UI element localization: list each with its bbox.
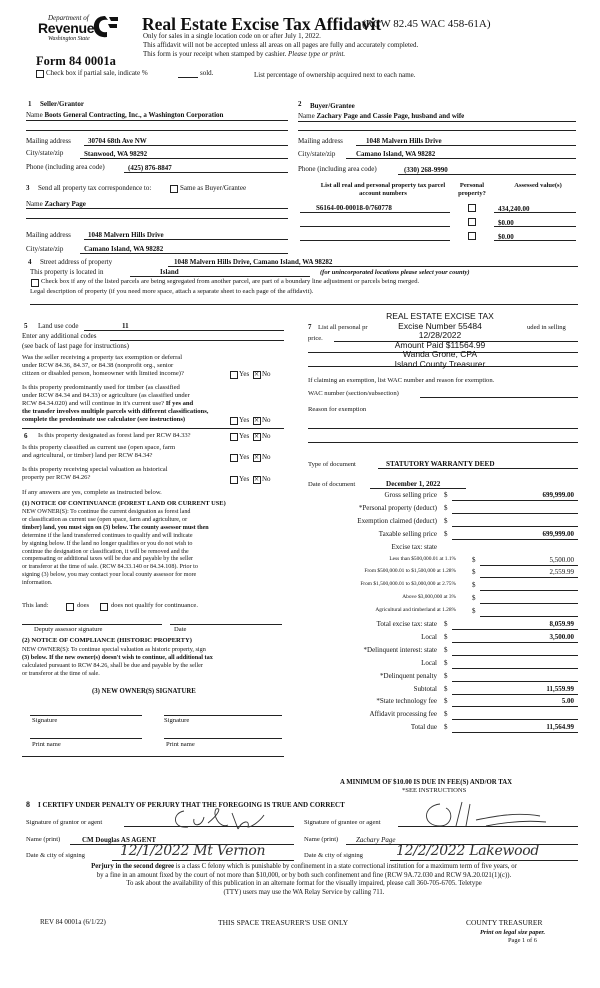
seller-mailing-label: Mailing address [26,137,71,145]
tax-row-currency: $ [472,607,476,616]
perjury-line-4: (TTY) users may use the WA Relay Service by calling 711. [223,888,385,896]
tax-row-line [452,513,578,514]
grantor-name-label: Name (print) [26,836,61,843]
tax-row-label: Less than $500,000.01 at 1.1% [389,555,456,562]
notice2-line: (3) below. If the new owner(s) doesn't wish to continue, all additional tax [22,654,213,661]
notice-continuance-body [22,509,209,588]
forest-q3-yes-checkbox[interactable] [230,476,238,484]
new-owner-signature-heading: (3) NEW OWNER(S) SIGNATURE [92,688,196,695]
seller-phone-label: Phone (including area code) [26,163,105,171]
deputy-date-label: Date [174,626,187,633]
correspondence-name-label: Name [26,200,43,208]
footer-right: COUNTY TREASURER [466,918,543,927]
doc-date-line [370,488,466,489]
forest-q2-yes-checkbox[interactable] [230,454,238,462]
tax-row-label: *State technology fee [376,697,437,706]
tax-row-line [452,706,578,707]
dept-line3: Washington State [48,36,90,42]
tax-row-currency: $ [472,568,476,577]
tax-row-currency: $ [472,581,476,590]
q2-yes-checkbox[interactable] [230,417,238,425]
exemption-label: If claiming an exemption, list WAC number and reason for exemption. [308,377,495,384]
notice-compliance-body [22,646,213,678]
tax-row-currency: $ [444,684,448,693]
stamp-line: REAL ESTATE EXCISE TAX [386,311,494,321]
footer-center: THIS SPACE TREASURER'S USE ONLY [218,918,349,927]
seller-city-label: City/state/zip [26,149,64,157]
q1-line: Was the seller receiving a property tax exemption or deferral [22,354,183,361]
q2-line: Is this property predominantly used for timber (as classified [22,384,180,391]
buyer-mailing-line [356,145,576,146]
tax-row-line [452,539,578,540]
parcel-row-line [300,226,450,227]
located-line [130,276,310,277]
parcel-header-personal: Personal property? [458,182,486,197]
correspondence-label: Send all property tax correspondence to: [38,184,152,192]
tax-row-currency: $ [472,555,476,564]
wac-line [420,397,578,398]
buyer-mailing-label: Mailing address [298,137,343,145]
header-line3 [143,50,345,58]
owner-sig-line [164,715,282,716]
section-4-number: 4 [28,258,32,266]
property-street[interactable]: 1048 Malvern Hills Drive, Camano Island, WA 98282 [174,258,333,266]
q1-line: citizen or disabled person, homeowner with limited income)? [22,370,184,377]
assessed-value[interactable]: $0.00 [498,219,514,227]
personal-property-checkbox[interactable] [468,218,476,226]
tax-row-label: Excise tax: state [391,542,437,551]
notice1-line: determine if the land transferred continues to qualify and will indicate [22,532,193,539]
additional-codes-line [110,340,284,341]
buyer-city-label: City/state/zip [298,150,336,158]
same-as-buyer-label: Same as Buyer/Grantee [180,184,247,192]
footer-page: Page 1 of 6 [508,937,537,944]
treasurer-stamp [362,312,518,369]
stamp-line: Wanda Grone, CPA [402,349,478,359]
unincorporated-note: (for unincorporated locations please select your county) [320,269,470,276]
land-use-line [84,330,284,331]
notice1-line: continue the designation or classification, it will be removed and the [22,548,189,555]
perjury-bold: Perjury in the second degree [91,863,175,870]
see-back-note: (see back of last page for instructions) [22,342,129,350]
stamp-line: Island County Treasurer [394,358,486,369]
tax-row-value[interactable]: 11,564.99 [546,723,574,732]
owner-print-line [30,738,142,739]
tax-row-label: Agricultural and timberland at 1.28% [375,607,456,614]
buyer-heading: Buyer/Grantee [310,102,355,110]
seller-phone[interactable]: (425) 876-8847 [128,164,172,172]
doc-type-line [378,468,578,469]
tax-row-line [452,732,578,733]
buyer-extra-line [298,130,576,131]
forest-q1-no-checkbox[interactable] [253,433,261,441]
tax-row-line [452,500,578,501]
forest-question-3 [22,466,168,482]
tax-row-value[interactable]: 11,559.99 [546,684,574,693]
q2-bold-line: complete the predominate use calculator (see instructions) [22,416,186,423]
owner-print-line [164,738,282,739]
tax-row-currency: $ [444,620,448,628]
tax-row-currency: $ [444,710,448,719]
notice1-line: timber) land, you must sign on (3) below. The county assessor must then [22,524,209,531]
tax-row-label: *Delinquent penalty [380,671,437,680]
q2-line [22,400,208,408]
seller-mailing-line [84,145,288,146]
doc-type[interactable]: STATUTORY WARRANTY DEED [386,460,495,468]
forest-q3-no-checkbox[interactable] [253,476,261,484]
section-7-number: 7 [308,323,312,331]
forest-q3-no-label: No [262,475,271,483]
notice1-line: information. [22,580,53,587]
street-line [168,266,578,267]
header-line3-italic: Please type or print. [288,50,346,58]
form-number: Form 84 0001a [36,54,116,68]
land-does-not-label: does not qualify for continuance. [111,602,198,609]
minimum-fee-note: A MINIMUM OF $10.00 IS DUE IN FEE(S) AND/OR TAX [340,779,513,786]
header-line1: Only for sales in a single location code on or after July 1, 2022. [143,32,321,40]
tax-row-currency: $ [444,658,448,667]
seller-phone-line [124,172,288,173]
header-line2: This affidavit will not be accepted unless all areas on all pages are fully and accurately completed. [143,41,419,49]
tax-row-label: Local [421,632,437,641]
grantee-date-handwritten[interactable]: 12/2/2022 Lakewood [396,843,540,859]
seller-heading: Seller/Grantor [40,100,84,108]
dept-line2: Revenue [38,20,95,36]
sold-label: sold. [200,69,214,77]
tax-row-label: From $1,500,000.01 to $3,000,000 at 2.75% [360,581,456,588]
grantor-date-line [112,860,294,861]
correspondence-name[interactable]: Zachary Page [44,200,86,208]
section-7-price-label: price. [308,335,323,342]
doc-date-label: Date of document [308,481,356,488]
assessed-value[interactable]: $0.00 [498,233,514,241]
owner-signature-label: Signature [32,717,58,724]
tax-row-label: From $500,000.01 to $1,500,000 at 1.28% [364,568,456,575]
legal-line [30,304,578,305]
stamp-line: Amount Paid $11564.99 [394,339,486,350]
forest-q1-yes-label: Yes [239,432,250,440]
seller-name[interactable]: Boots General Contracting, Inc., a Washington Corporation [44,111,224,119]
tax-row-currency: $ [444,671,448,680]
tax-row-label: Total excise tax: state [376,620,437,628]
tax-row-value[interactable]: 5,500.00 [549,555,574,564]
parcel-row-line [300,212,450,213]
q2-yes-label: Yes [239,416,250,424]
this-land-label: This land: [22,602,49,609]
section-5-divider [22,428,284,429]
legal-description-label: Legal description of property (if you need more space, attach a separate sheet to each page of the affidavit). [30,288,314,295]
revenue-logo-icon [91,13,121,39]
tax-row-value[interactable]: 699,999.00 [542,529,574,538]
assessed-row-line [494,212,576,213]
notice-continuance-title: (1) NOTICE OF CONTINUANCE (FOREST LAND OR CURRENT USE) [22,500,226,507]
reason-label: Reason for exemption [308,406,367,413]
seller-extra-line [26,130,288,131]
segregated-checkbox[interactable] [31,279,39,287]
correspondence-mailing[interactable]: 1048 Malvern Hills Drive [88,231,164,239]
perjury-line-3: To ask about the availability of this publication in an alternate format for the visually impaired, please call 360-705-6705. Teletype [126,880,482,888]
notice2-line: NEW OWNER(S): To continue special valuation as historic property, sign [22,646,206,653]
tax-row-label: Subtotal [413,684,437,693]
tax-row-currency: $ [444,632,448,641]
buyer-city[interactable]: Camano Island, WA 98282 [356,150,436,158]
correspondence-city-label: City/state/zip [26,245,64,253]
assessed-row-line [494,226,576,227]
tax-row-currency: $ [444,503,448,512]
grantee-signature[interactable] [416,800,556,830]
tax-row-line [452,655,578,656]
notice1-line: compensating or additional taxes will be due and payable by the seller [22,556,194,563]
correspondence-city-line [80,253,288,254]
forest-question-2 [22,444,175,460]
seller-name-line [26,120,288,121]
section-8-number: 8 [26,800,30,809]
land-use-question-1 [22,354,184,378]
form-title: Real Estate Excise Tax Affidavit [142,14,382,34]
parcel-number[interactable]: S6164-00-00018-0/760778 [316,204,392,212]
correspondence-extra-line [26,218,288,219]
land-does-checkbox[interactable] [66,603,74,611]
section-7-label-end: uded in selling [527,324,566,331]
wac-label: WAC number (section/subsection) [308,390,399,397]
land-does-not-checkbox[interactable] [100,603,108,611]
forest-q3-yes-label: Yes [239,475,250,483]
forest-q1-yes-checkbox[interactable] [230,433,238,441]
forest-q2-line: Is this property classified as current use (open space, farm [22,444,176,451]
deputy-sig-line [22,624,162,625]
q2-line: under RCW 84.34 and 84.33) or agriculture (as classified under [22,392,190,399]
q1-no-label: No [262,370,271,378]
personal-property-checkbox[interactable] [468,204,476,212]
grantee-signature-label: Signature of grantee or agent [304,819,381,826]
notice1-line: or transferor at the time of sale. (RCW 84.33.140 or 84.34.108). Prior to [22,564,198,571]
same-as-buyer-checkbox[interactable] [170,185,178,193]
q2-bold-line: the transfer involves multiple parcels with different classifications, [22,408,209,415]
assessed-row-line [494,240,576,241]
tax-row-value[interactable]: 699,999.00 [542,491,574,499]
see-instructions-note: *SEE INSTRUCTIONS [402,787,467,794]
seller-mailing[interactable]: 30704 68th Ave NW [88,137,147,145]
grantee-date-label: Date & city of signing [304,852,363,859]
forest-question-1: Is this property designated as forest land per RCW 84.33? [38,432,191,439]
grantor-signature-label: Signature of grantor or agent [26,819,103,826]
tax-row-line [480,603,578,604]
buyer-phone-label: Phone (including area code) [298,165,377,173]
tax-row-line [452,526,578,527]
land-use-code-label: Land use code [38,322,79,330]
notice2-line: or transferor at the time of sale. [22,670,100,677]
parcel-header-accounts: List all real and personal property tax parcel account numbers [320,182,446,197]
owner-sig-line [30,715,142,716]
section-6-number: 6 [24,432,28,440]
owner-signature-label: Signature [164,717,190,724]
reason-line [308,428,578,429]
form-title-ref: (RCW 82.45 WAC 458-61A) [362,18,491,30]
footer-print-note: Print on legal size paper. [480,929,546,936]
grantor-date-handwritten[interactable]: 12/1/2022 Mt Vernon [120,843,266,859]
tax-row-label: Gross selling price [384,491,437,499]
tax-row-label: Above $3,000,000 at 3% [402,594,456,601]
tax-row-line [480,577,578,578]
tax-row-currency: $ [444,491,448,499]
tax-row-label: Exemption claimed (deduct) [357,516,437,525]
q1-yes-checkbox[interactable] [230,371,238,379]
tax-row-line [452,668,578,669]
tax-row-label: Local [421,658,437,667]
assessed-value[interactable]: 434,240.00 [498,205,530,213]
buyer-mailing[interactable]: 1048 Malvern Hills Drive [366,137,442,145]
tax-row-line [480,565,578,566]
grantor-signature[interactable] [168,805,278,833]
seller-city-line [80,158,288,159]
grantee-name-label: Name (print) [304,836,339,843]
deputy-signature-label: Deputy assessor signature [34,626,103,633]
correspondence-name-line [26,208,288,209]
forest-q3-line: property per RCW 84.26? [22,474,91,481]
grantor-date-label: Date & city of signing [26,852,85,859]
perjury-line-2: by a fine in an amount fixed by the court of not more than $10,000, or by both such confinement and fine (RCW 9A.72.030 and RCW 9A.20.021(1)(c)). [96,871,512,879]
tax-row-line [452,694,578,695]
deputy-date-line [170,624,282,625]
correspondence-name-row [26,200,86,208]
tax-row-line [452,719,578,720]
tax-row-currency: $ [472,594,476,603]
partial-sale-percent-field[interactable] [178,77,198,78]
forest-q2-no-checkbox[interactable] [253,454,261,462]
grantee-date-line [390,860,578,861]
q2-bold-start: If yes and [165,400,194,407]
forest-q2-line: and agricultural, or timber) land per RCW 84.34? [22,452,153,459]
buyer-phone[interactable]: (330) 268-9990 [404,166,448,174]
correspondence-mailing-label: Mailing address [26,231,71,239]
q1-no-checkbox[interactable] [253,371,261,379]
buyer-name-line [298,121,576,122]
additional-codes-label: Enter any additional codes [22,332,97,340]
parcel-row-line [300,240,450,241]
section-7-label-start: List all personal pr [318,324,368,331]
tax-row-value[interactable]: 2,559.99 [549,568,574,577]
perjury-text: is a class C felony which is punishable by confinement in a state correctional institution for a maximum term of five years, or [175,863,517,870]
doc-type-label: Type of document [308,461,356,468]
tax-row-line [480,616,578,617]
stamp-line: Excise Number 55484 [398,320,482,331]
buyer-phone-line [398,174,576,175]
tax-row-currency: $ [444,723,448,732]
parcel-header-assessed: Assessed value(s) [514,182,562,189]
q2-line-text: RCW 84.34.020) and will continue in it's current use? [22,400,165,407]
notice1-line: by signing below. If the land no longer qualifies or you do not wish to [22,540,193,547]
tax-row-value[interactable]: 5.00 [561,697,574,706]
notice2-line: calculated pursuant to RCW 84.26, shall be due and payable by the seller [22,662,203,669]
section-1-number: 1 [28,100,32,108]
tax-row-currency: $ [444,645,448,654]
forest-q1-no-label: No [262,432,271,440]
tax-row-line [452,642,578,643]
owner-print-name-label: Print name [32,741,61,748]
reason-line [308,442,578,443]
notice1-line: signing (3) below, you may contact your local county assessor for more [22,572,197,579]
buyer-name-row [298,112,464,120]
footer-rev: REV 84 0001a (6/1/22) [40,918,106,926]
forest-q2-no-label: No [262,453,271,461]
dept-line1: Department of [48,14,89,22]
q2-no-label: No [262,416,271,424]
buyer-name[interactable]: Zachary Page and Cassie Page, husband and wife [316,112,465,120]
tax-row-currency: $ [444,697,448,706]
certify-heading: I CERTIFY UNDER PENALTY OF PERJURY THAT THE FOREGOING IS TRUE AND CORRECT [38,801,345,809]
perjury-line-1 [30,863,578,872]
seller-name-row [26,111,223,119]
forest-q3-line: Is this property receiving special valuation as historical [22,466,168,473]
seller-city[interactable]: Stanwood, WA 98292 [84,150,148,158]
segregated-label: Check box if any of the listed parcels are being segregated from another parcel, are part of a boundary line adjustment or parcels being merged. [41,278,420,285]
section-3-number: 3 [26,184,30,192]
tax-row-label: Total due [410,723,437,732]
forest-q2-yes-label: Yes [239,453,250,461]
seller-name-label: Name [26,111,43,119]
tax-row-label: Affidavit processing fee [369,710,437,719]
personal-property-checkbox[interactable] [468,232,476,240]
tax-row-currency: $ [444,516,448,525]
notice-compliance-title: (2) NOTICE OF COMPLIANCE (HISTORIC PROPERTY) [22,637,192,644]
notice1-line: NEW OWNER(S): To continue the current designation as forest land [22,509,191,515]
street-label: Street address of property [40,258,113,266]
land-does-label: does [77,602,90,609]
grantee-name[interactable]: Zachary Page [356,836,396,844]
tax-row-line [452,629,578,630]
tax-row-label: Taxable selling price [378,529,437,538]
correspondence-city[interactable]: Camano Island, WA 98282 [84,245,164,253]
partial-sale-checkbox[interactable] [36,70,44,78]
doc-date[interactable]: December 1, 2022 [386,480,441,488]
notice1-line: or classification as current use (open space, farm and agriculture, or [22,516,188,523]
perjury-notice [30,863,578,897]
located-label: This property is located in [30,268,104,276]
partial-sale-label: Check box if partial sale, indicate % [46,69,148,77]
q1-line: under RCW 84.36, 84.37, or 84.38 (nonprofit org., senior [22,362,174,369]
correspondence-mailing-line [84,239,288,240]
q2-no-checkbox[interactable] [253,417,261,425]
header-line3-text: This form is your receipt when stamped by cashier. [143,50,287,58]
property-located[interactable]: Island [160,268,179,276]
tax-row-value[interactable]: 8,059.99 [549,620,574,628]
tax-row-value[interactable]: 3,500.00 [549,632,574,641]
land-use-code[interactable]: 11 [122,322,129,330]
tax-row-currency: $ [444,529,448,538]
buyer-name-label: Name [298,112,315,120]
land-use-question-2 [22,384,208,424]
grantor-name[interactable]: CM Douglas AS AGENT [82,836,157,844]
tax-row-label: *Delinquent interest: state [363,645,437,654]
section-5-number: 5 [24,322,28,330]
tax-row-line [480,590,578,591]
section-8-top-divider [22,756,284,757]
stamp-line: 12/28/2022 [418,330,462,340]
owner-print-name-label: Print name [166,741,195,748]
tax-row-line [452,681,578,682]
buyer-city-line [346,158,576,159]
tax-row-label: *Personal property (deduct) [358,503,437,512]
q1-yes-label: Yes [239,370,250,378]
section-2-number: 2 [298,100,302,108]
if-any-yes-note: If any answers are yes, complete as instructed below. [22,489,162,496]
ownership-note: List percentage of ownership acquired next to each name. [254,71,416,79]
